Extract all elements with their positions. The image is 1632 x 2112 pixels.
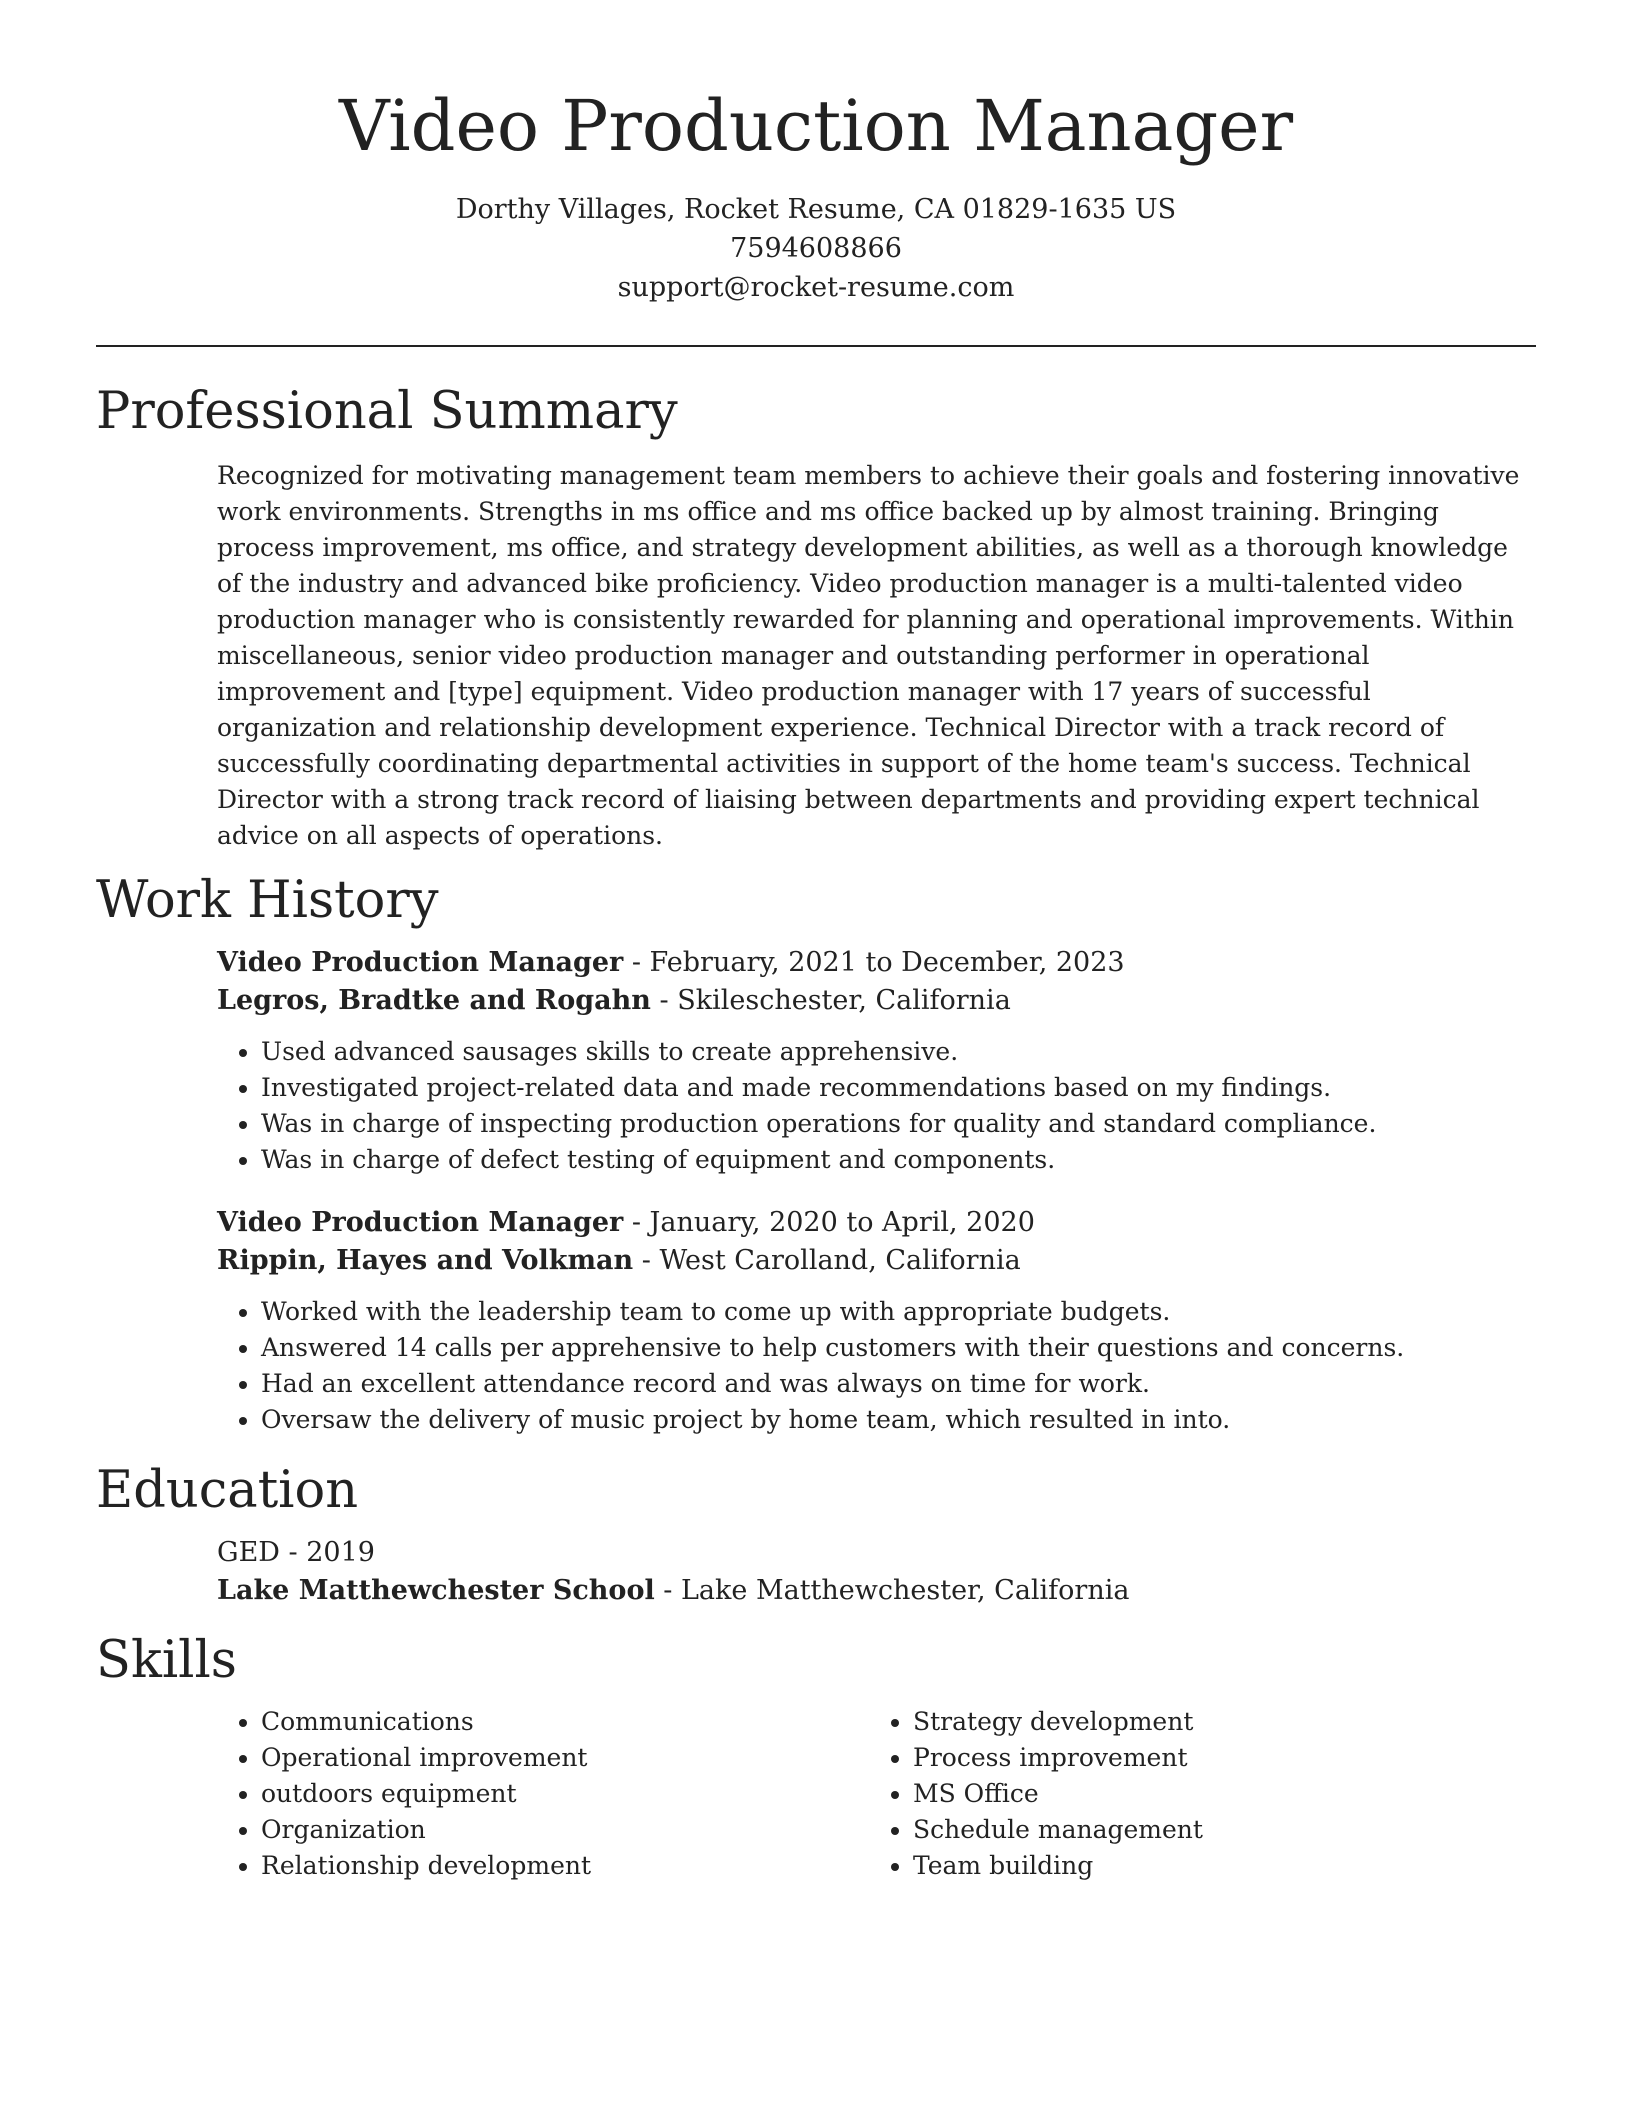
education-school: Lake Matthewchester School bbox=[217, 1575, 655, 1606]
contact-phone: 7594608866 bbox=[730, 233, 902, 264]
job-bullets bbox=[217, 1294, 1536, 1438]
education-school-line bbox=[217, 1572, 1536, 1610]
contact-address: Dorthy Villages, Rocket Resume, CA 01829-1635 US bbox=[455, 194, 1177, 225]
candidate-name: Video Production Manager bbox=[338, 85, 1294, 167]
contact-info bbox=[96, 190, 1536, 307]
education-body bbox=[96, 1534, 1536, 1610]
job-entry bbox=[217, 1204, 1536, 1438]
skill-item: • Process improvement bbox=[913, 1740, 1521, 1776]
skill-item: • Communications bbox=[261, 1704, 869, 1740]
job-company-line bbox=[217, 982, 1536, 1020]
work-history-section bbox=[96, 870, 1536, 1438]
skill-item: • Relationship development bbox=[261, 1848, 869, 1884]
job-location: - Skileschester, California bbox=[650, 985, 1011, 1016]
skill-item: • MS Office bbox=[913, 1776, 1521, 1812]
summary-body bbox=[96, 458, 1536, 854]
skills-grid bbox=[217, 1704, 1536, 1884]
skill-item: • Organization bbox=[261, 1812, 869, 1848]
skill-item: • Operational improvement bbox=[261, 1740, 869, 1776]
job-dates: - January, 2020 to April, 2020 bbox=[623, 1207, 1035, 1238]
resume-header bbox=[96, 0, 1536, 307]
job-bullet: • Used advanced sausages skills to create apprehensive. bbox=[261, 1034, 1536, 1070]
job-position: Video Production Manager bbox=[217, 947, 624, 978]
job-company: Rippin, Hayes and Volkman bbox=[217, 1245, 634, 1276]
skills-column-left bbox=[217, 1704, 869, 1884]
work-body bbox=[96, 944, 1536, 1438]
education-section bbox=[96, 1460, 1536, 1610]
skills-list bbox=[217, 1704, 869, 1884]
contact-email: support@rocket-resume.com bbox=[617, 272, 1015, 303]
job-company: Legros, Bradtke and Rogahn bbox=[217, 985, 651, 1016]
header-divider bbox=[96, 345, 1536, 347]
skill-item: • outdoors equipment bbox=[261, 1776, 869, 1812]
job-entry bbox=[217, 944, 1536, 1178]
job-position: Video Production Manager bbox=[217, 1207, 624, 1238]
skill-item: • Team building bbox=[913, 1848, 1521, 1884]
job-bullet: • Was in charge of defect testing of equipment and components. bbox=[261, 1142, 1536, 1178]
job-title-line bbox=[217, 944, 1536, 982]
section-title-work: Work History bbox=[96, 871, 439, 930]
section-title-education: Education bbox=[96, 1461, 359, 1520]
job-title-line bbox=[217, 1204, 1536, 1242]
skill-item: • Schedule management bbox=[913, 1812, 1521, 1848]
job-bullet: • Oversaw the delivery of music project by home team, which resulted in into. bbox=[261, 1402, 1536, 1438]
job-bullets bbox=[217, 1034, 1536, 1178]
skills-section bbox=[96, 1630, 1536, 1884]
skills-body bbox=[96, 1704, 1536, 1884]
section-title-skills: Skills bbox=[96, 1631, 237, 1690]
job-bullet: • Investigated project-related data and made recommendations based on my findings. bbox=[261, 1070, 1536, 1106]
skills-column-right bbox=[869, 1704, 1521, 1884]
job-bullet: • Had an excellent attendance record and was always on time for work. bbox=[261, 1366, 1536, 1402]
section-title-summary: Professional Summary bbox=[96, 382, 678, 441]
job-bullet: • Answered 14 calls per apprehensive to help customers with their questions and concerns. bbox=[261, 1330, 1536, 1366]
job-bullet: • Worked with the leadership team to come up with appropriate budgets. bbox=[261, 1294, 1536, 1330]
education-location: - Lake Matthewchester, California bbox=[654, 1575, 1130, 1606]
skills-list bbox=[869, 1704, 1521, 1884]
job-location: - West Carolland, California bbox=[633, 1245, 1021, 1276]
education-degree: GED - 2019 bbox=[217, 1537, 375, 1568]
job-dates: - February, 2021 to December, 2023 bbox=[623, 947, 1125, 978]
skill-item: • Strategy development bbox=[913, 1704, 1521, 1740]
professional-summary-section bbox=[96, 381, 1536, 854]
summary-text: Recognized for motivating management team members to achieve their goals and fostering innovative work environments. Strengths in ms office and ms office backed up by almost training. Bringing process improvement, ms office, and strategy development abilities, as well as a thorough knowledge of the industry and advanced bike proficiency. Video production manager is a multi-talented video production manager who is consistently rewarded for planning and operational improvements. Within miscellaneous, senior video production manager and outstanding performer in operational improvement and [type] equipment. Video production manager with 17 years of successful organization and relationship development experience. Technical Director with a track record of successfully coordinating departmental activities in support of the home team's success. Technical Director with a strong track record of liaising between departments and providing expert technical advice on all aspects of operations. bbox=[217, 461, 1520, 850]
job-company-line bbox=[217, 1242, 1536, 1280]
job-bullet: • Was in charge of inspecting production operations for quality and standard compliance. bbox=[261, 1106, 1536, 1142]
